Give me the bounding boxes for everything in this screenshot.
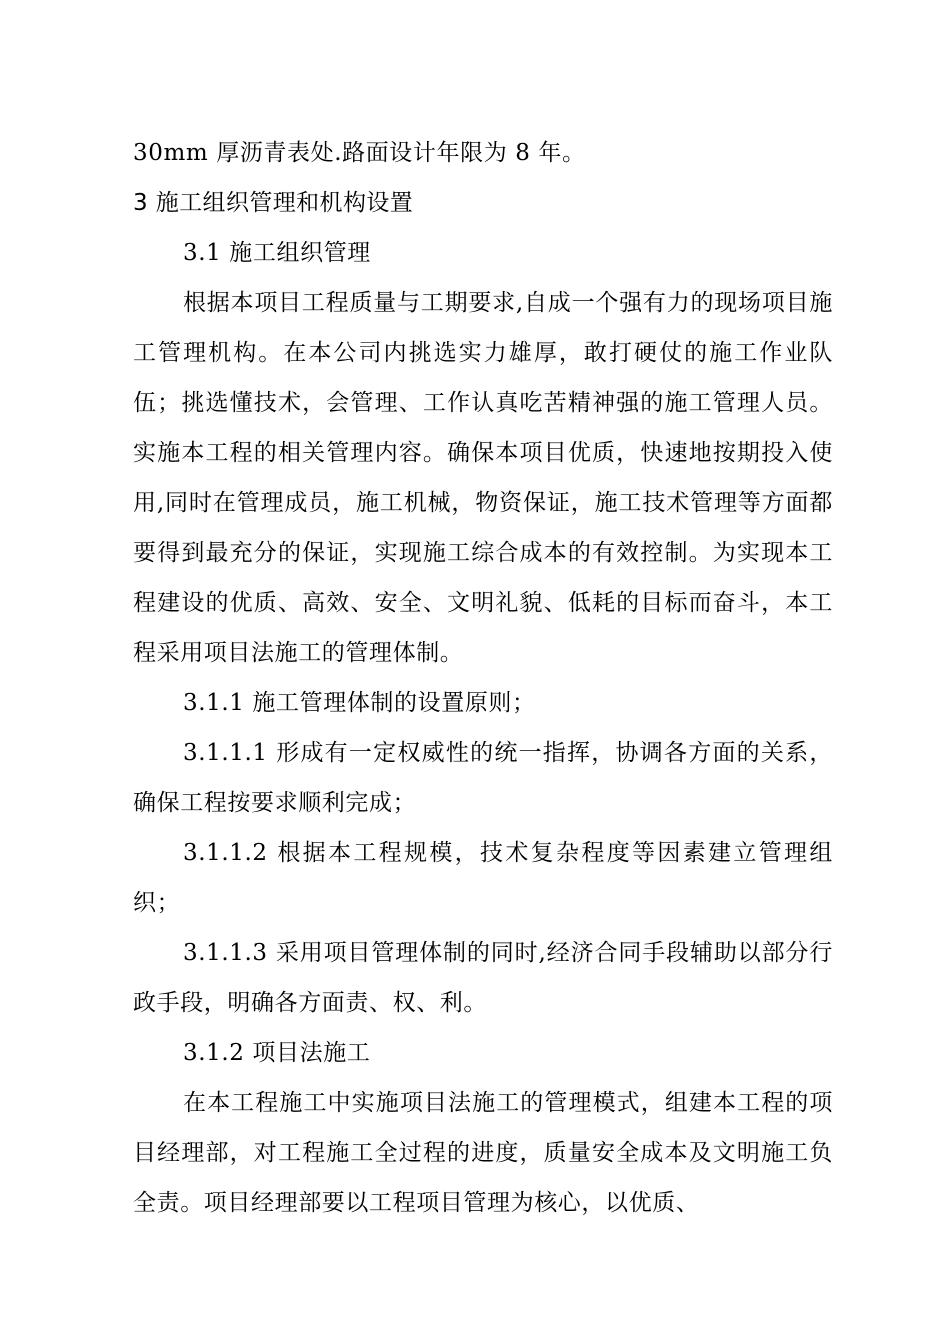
subsection-heading-3-1: 3.1 施工组织管理 <box>183 240 371 266</box>
subsection-heading-3-1-1: 3.1.1 施工管理体制的设置原则； <box>183 690 536 716</box>
document-body <box>133 128 833 1228</box>
section-heading-3: 3 施工组织管理和机构设置 <box>133 190 414 216</box>
list-item-3-1-1-1: 3.1.1.1 形成有一定权威性的统一指挥，协调各方面的关系，确保工程按要求顺利完成； <box>133 740 833 816</box>
subsection-heading-3-1-2: 3.1.2 项目法施工 <box>183 1040 371 1066</box>
list-item-3-1-1-3: 3.1.1.3 采用项目管理体制的同时,经济合同手段辅助以部分行政手段，明确各方面责、权、利。 <box>133 940 833 1016</box>
paragraph-project-method: 在本工程施工中实施项目法施工的管理模式，组建本工程的项目经理部，对工程施工全过程的进度，质量安全成本及文明施工负全责。项目经理部要以工程项目管理为核心，以优质、 <box>133 1090 833 1216</box>
paragraph-organization-management: 根据本项目工程质量与工期要求,自成一个强有力的现场项目施工管理机构。在本公司内挑选实力雄厚，敢打硬仗的施工作业队伍；挑选懂技术，会管理、工作认真吃苦精神强的施工管理人员。实施本工程的相关管理内容。确保本项目优质，快速地按期投入使用,同时在管理成员，施工机械，物资保证，施工技术管理等方面都要得到最充分的保证，实现施工综合成本的有效控制。为实现本工程建设的优质、高效、安全、文明礼貌、低耗的目标而奋斗，本工程采用项目法施工的管理体制。 <box>133 290 833 666</box>
paragraph-pavement-spec: 30mm 厚沥青表处.路面设计年限为 8 年。 <box>133 140 586 166</box>
list-item-3-1-1-2: 3.1.1.2 根据本工程规模，技术复杂程度等因素建立管理组织； <box>133 840 833 916</box>
